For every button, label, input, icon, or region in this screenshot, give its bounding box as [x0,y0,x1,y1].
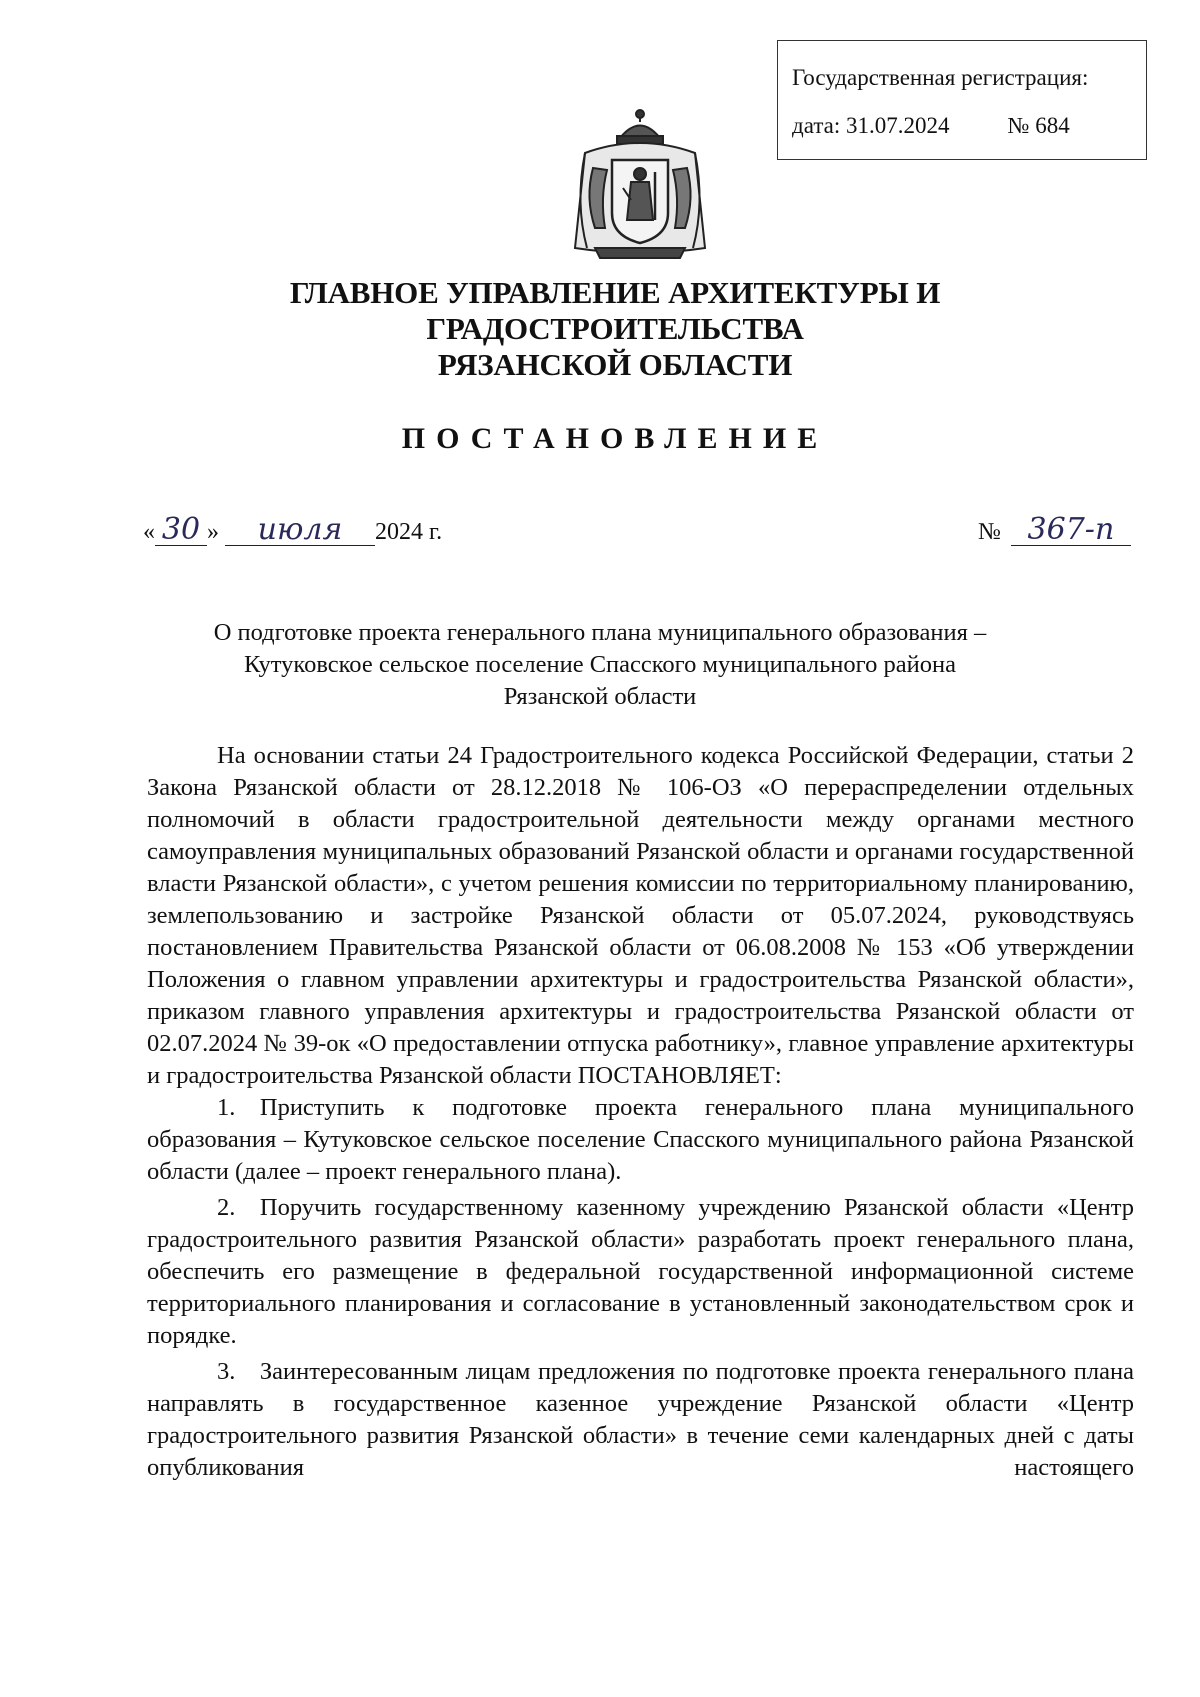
document-number-handwritten: 367-п [1011,515,1131,546]
subject-line-1: О подготовке проекта генерального плана муниципального образования – [213,619,987,646]
registration-title: Государственная регистрация: [792,65,1089,90]
document-body [147,740,1134,1484]
date-year: 2024 г. [375,519,443,545]
date-month-handwritten: июля [225,515,375,546]
date-day-handwritten: 30 [155,515,207,546]
registration-number: № 684 [1007,113,1070,138]
subject-line-3: Рязанской области [503,683,697,710]
date-close-quote: » [207,519,219,545]
registration-stamp [777,40,1147,160]
organization-title-line-2: РЯЗАНСКОЙ ОБЛАСТИ [437,347,793,382]
body-item-2: 2. Поручить государственному казенному учреждению Рязанской области «Центр градостроительного развития Рязанской области» разработать проект генерального плана, обеспечить его размещение в федеральной государственной информационной системе территориального планирования и согласование в установленный законодательством срок и порядке. [147,1194,1134,1349]
body-item-1: 1. Приступить к подготовке проекта генерального плана муниципального образования – Кутуковское сельское поселение Спасского муниципального района Рязанской области (далее – проект генерального плана). [147,1094,1134,1185]
document-subject [150,617,1050,713]
document-number [978,512,1131,547]
document-number-label: № [978,519,1001,545]
registration-details [792,111,1132,141]
document-type-heading: ПОСТАНОВЛЕНИЕ [401,422,829,455]
subject-line-2: Кутуковское сельское поселение Спасского муниципального района [244,651,956,678]
document-date [143,512,443,547]
date-open-quote: « [143,519,155,545]
organization-title-line-1: ГЛАВНОЕ УПРАВЛЕНИЕ АРХИТЕКТУРЫ И ГРАДОСТРОИТЕЛЬСТВА [289,275,941,346]
organization-title [120,275,1110,383]
body-item-3: 3. Заинтересованным лицам предложения по подготовке проекта генерального плана направлять в государственное казенное учреждение Рязанской области «Центр градостроительного развития Рязанской области» в течение семи календарных дней с даты опубликования настоящего [147,1358,1134,1481]
body-preamble: На основании статьи 24 Градостроительного кодекса Российской Федерации, статьи 2 Закона Рязанской области от 28.12.2018 № 106-ОЗ «О перераспределении отдельных полномочий в области градостроительной деятельности между органами местного самоуправления муниципальных образований Рязанской области и органами государственной власти Рязанской области», с учетом решения комиссии по территориальному планированию, землепользованию и застройке Рязанской области от 05.07.2024, руководствуясь постановлением Правительства Рязанской области от 06.08.2008 № 153 «Об утверждении Положения о главном управлении архитектуры и градостроительства Рязанской области», приказом главного управления архитектуры и градостроительства Рязанской области от 02.07.2024 № 39-ок «О предоставлении отпуска работнику», главное управление архитектуры и градостроительства Рязанской области ПОСТАНОВЛЯЕТ: [147,742,1134,1089]
registration-date: дата: 31.07.2024 [792,113,950,138]
ryazan-coat-of-arms-icon [565,108,715,266]
